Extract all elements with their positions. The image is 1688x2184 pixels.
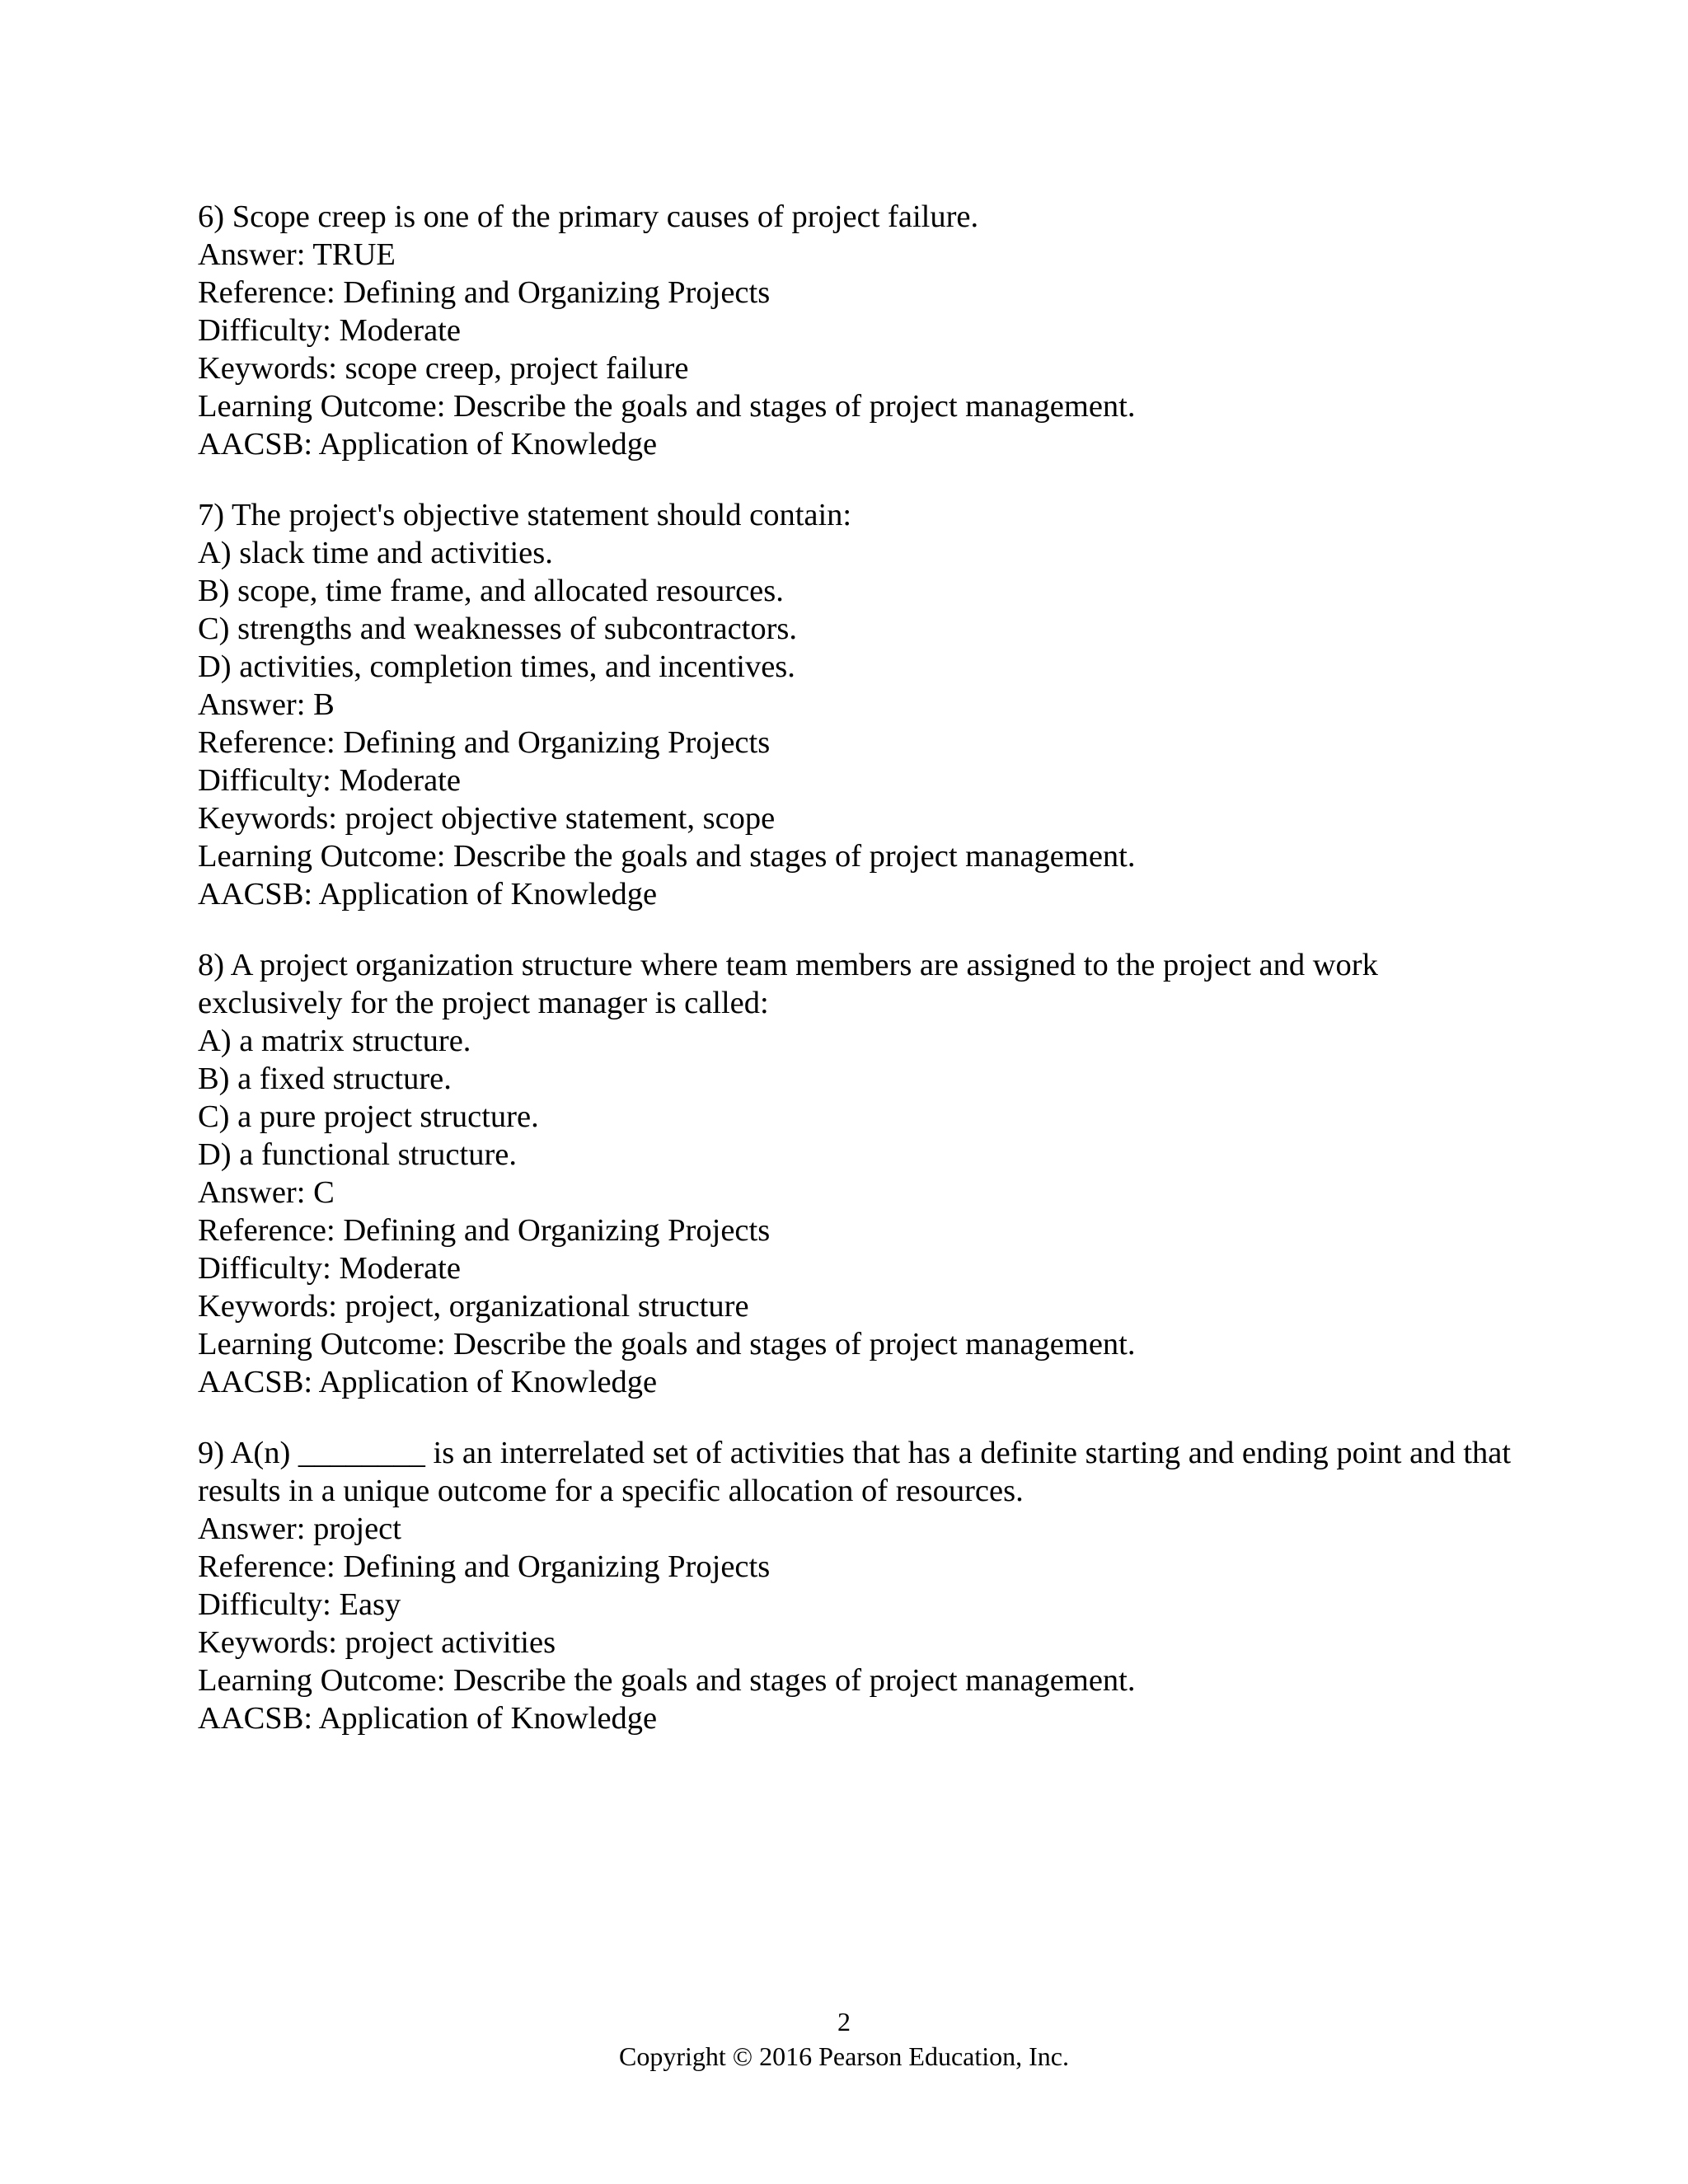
aacsb-line: AACSB: Application of Knowledge bbox=[198, 1701, 658, 1736]
question-9 bbox=[198, 1434, 1517, 1737]
copyright-notice: Copyright © 2016 Pearson Education, Inc. bbox=[619, 2041, 1069, 2071]
question-text: 7) The project's objective statement should contain: bbox=[198, 498, 852, 532]
question-7 bbox=[198, 496, 1517, 913]
option-d: D) a functional structure. bbox=[198, 1137, 517, 1172]
difficulty-line: Difficulty: Moderate bbox=[198, 313, 461, 348]
learning-outcome-line: Learning Outcome: Describe the goals and stages of project management. bbox=[198, 1327, 1136, 1361]
page-number: 2 bbox=[837, 2007, 851, 2036]
question-text: 6) Scope creep is one of the primary causes of project failure. bbox=[198, 199, 979, 234]
difficulty-line: Difficulty: Moderate bbox=[198, 1251, 461, 1286]
answer-line: Answer: TRUE bbox=[198, 237, 396, 272]
answer-line: Answer: B bbox=[198, 687, 335, 722]
reference-line: Reference: Defining and Organizing Projects bbox=[198, 275, 771, 310]
keywords-line: Keywords: scope creep, project failure bbox=[198, 351, 689, 386]
question-text: 9) A(n) ________ is an interrelated set of activities that has a definite starting and ending point and that results in a unique outcome for a specific allocation of resources. bbox=[198, 1436, 1512, 1508]
keywords-line: Keywords: project objective statement, scope bbox=[198, 801, 776, 836]
document-body bbox=[198, 198, 1517, 1770]
option-b: B) a fixed structure. bbox=[198, 1062, 452, 1096]
option-d: D) activities, completion times, and incentives. bbox=[198, 649, 795, 684]
question-8 bbox=[198, 946, 1517, 1401]
learning-outcome-line: Learning Outcome: Describe the goals and stages of project management. bbox=[198, 389, 1136, 424]
option-c: C) a pure project structure. bbox=[198, 1099, 539, 1134]
question-text: 8) A project organization structure where team members are assigned to the project and work exclusively for the project manager is called: bbox=[198, 948, 1378, 1020]
option-b: B) scope, time frame, and allocated resources. bbox=[198, 574, 784, 608]
option-a: A) a matrix structure. bbox=[198, 1024, 471, 1058]
option-c: C) strengths and weaknesses of subcontractors. bbox=[198, 612, 798, 646]
aacsb-line: AACSB: Application of Knowledge bbox=[198, 877, 658, 912]
question-6 bbox=[198, 198, 1517, 463]
difficulty-line: Difficulty: Easy bbox=[198, 1587, 401, 1622]
reference-line: Reference: Defining and Organizing Projects bbox=[198, 725, 771, 760]
learning-outcome-line: Learning Outcome: Describe the goals and stages of project management. bbox=[198, 1663, 1136, 1698]
keywords-line: Keywords: project, organizational structure bbox=[198, 1289, 749, 1324]
learning-outcome-line: Learning Outcome: Describe the goals and stages of project management. bbox=[198, 839, 1136, 874]
aacsb-line: AACSB: Application of Knowledge bbox=[198, 1365, 658, 1399]
answer-line: Answer: C bbox=[198, 1175, 335, 1210]
keywords-line: Keywords: project activities bbox=[198, 1625, 556, 1660]
reference-line: Reference: Defining and Organizing Projects bbox=[198, 1549, 771, 1584]
difficulty-line: Difficulty: Moderate bbox=[198, 763, 461, 798]
reference-line: Reference: Defining and Organizing Projects bbox=[198, 1213, 771, 1248]
aacsb-line: AACSB: Application of Knowledge bbox=[198, 427, 658, 462]
answer-line: Answer: project bbox=[198, 1511, 401, 1546]
page-footer bbox=[0, 2004, 1688, 2074]
option-a: A) slack time and activities. bbox=[198, 536, 553, 570]
